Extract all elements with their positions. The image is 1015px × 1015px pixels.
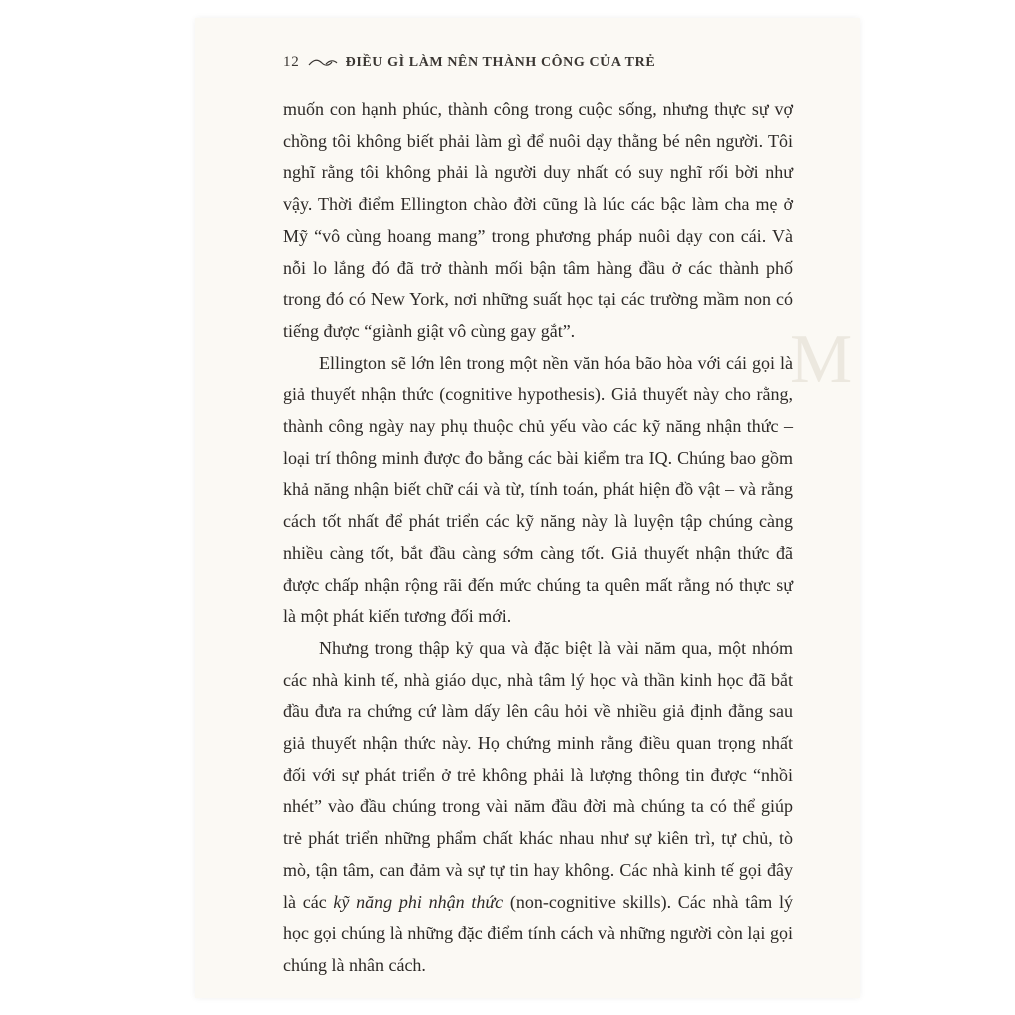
running-title: ĐIỀU GÌ LÀM NÊN THÀNH CÔNG CỦA TRẺ <box>345 54 656 70</box>
paragraph: Ellington sẽ lớn lên trong một nền văn hóa bão hòa với cái gọi là giả thuyết nhận thức (cognitive hypothesis). Giả thuyết này cho rằng, thành công ngày nay phụ thuộc chủ yếu vào các kỹ năng nhận thức – loại trí thông minh được đo bằng các bài kiểm tra IQ. Chúng bao gồm khả năng nhận biết chữ cái và từ, tính toán, phát hiện đồ vật – và rằng cách tốt nhất để phát triển các kỹ năng này là luyện tập chúng càng nhiều càng tốt, bắt đầu càng sớm càng tốt. Giả thuyết nhận thức đã được chấp nhận rộng rãi đến mức chúng ta quên mất rằng nó thực sự là một phát kiến tương đối mới. <box>283 352 793 627</box>
bleed-through-mark: M <box>790 321 853 398</box>
italic-term: kỹ năng phi nhận thức <box>333 891 504 912</box>
paragraph-text: Nhưng trong thập kỷ qua và đặc biệt là vài năm qua, một nhóm các nhà kinh tế, nhà giáo dục, nhà tâm lý học và thần kinh học đã bắt đầu đưa ra chứng cứ làm dấy lên câu hỏi về nhiều giả định đằng sau giả thuyết nhận thức này. Họ chứng minh rằng điều quan trọng nhất đối với sự phát triển ở trẻ không phải là lượng thông tin được “nhồi nhét” vào đầu chúng trong vài năm đầu đời mà chúng ta có thể giúp trẻ phát triển những phẩm chất khác nhau như sự kiên trì, tự chủ, tò mò, tận tâm, can đảm và sự tự tin hay không. Các nhà kinh tế gọi đây là các <box>283 637 793 912</box>
paragraph: muốn con hạnh phúc, thành công trong cuộc sống, nhưng thực sự vợ chồng tôi không biết phải làm gì để nuôi dạy thằng bé nên người. Tôi nghĩ rằng tôi không phải là người duy nhất có suy nghĩ rối bời như vậy. Thời điểm Ellington chào đời cũng là lúc các bậc làm cha mẹ ở Mỹ “vô cùng hoang mang” trong phương pháp nuôi dạy con cái. Và nỗi lo lắng đó đã trở thành mối bận tâm hàng đầu ở các thành phố trong đó có New York, nơi những suất học tại các trường mầm non có tiếng được “giành giật vô cùng gay gắt”. <box>283 99 793 341</box>
page-number: 12 <box>283 54 300 70</box>
paragraph-text: (non-cognitive skills). Các nhà tâm lý học gọi chúng là những đặc điểm tính cách và những người còn lại gọi chúng là nhân cách. <box>283 891 793 975</box>
body-text <box>283 94 793 982</box>
running-header <box>283 54 655 71</box>
paragraph <box>283 633 793 982</box>
ornament-icon <box>308 57 338 69</box>
